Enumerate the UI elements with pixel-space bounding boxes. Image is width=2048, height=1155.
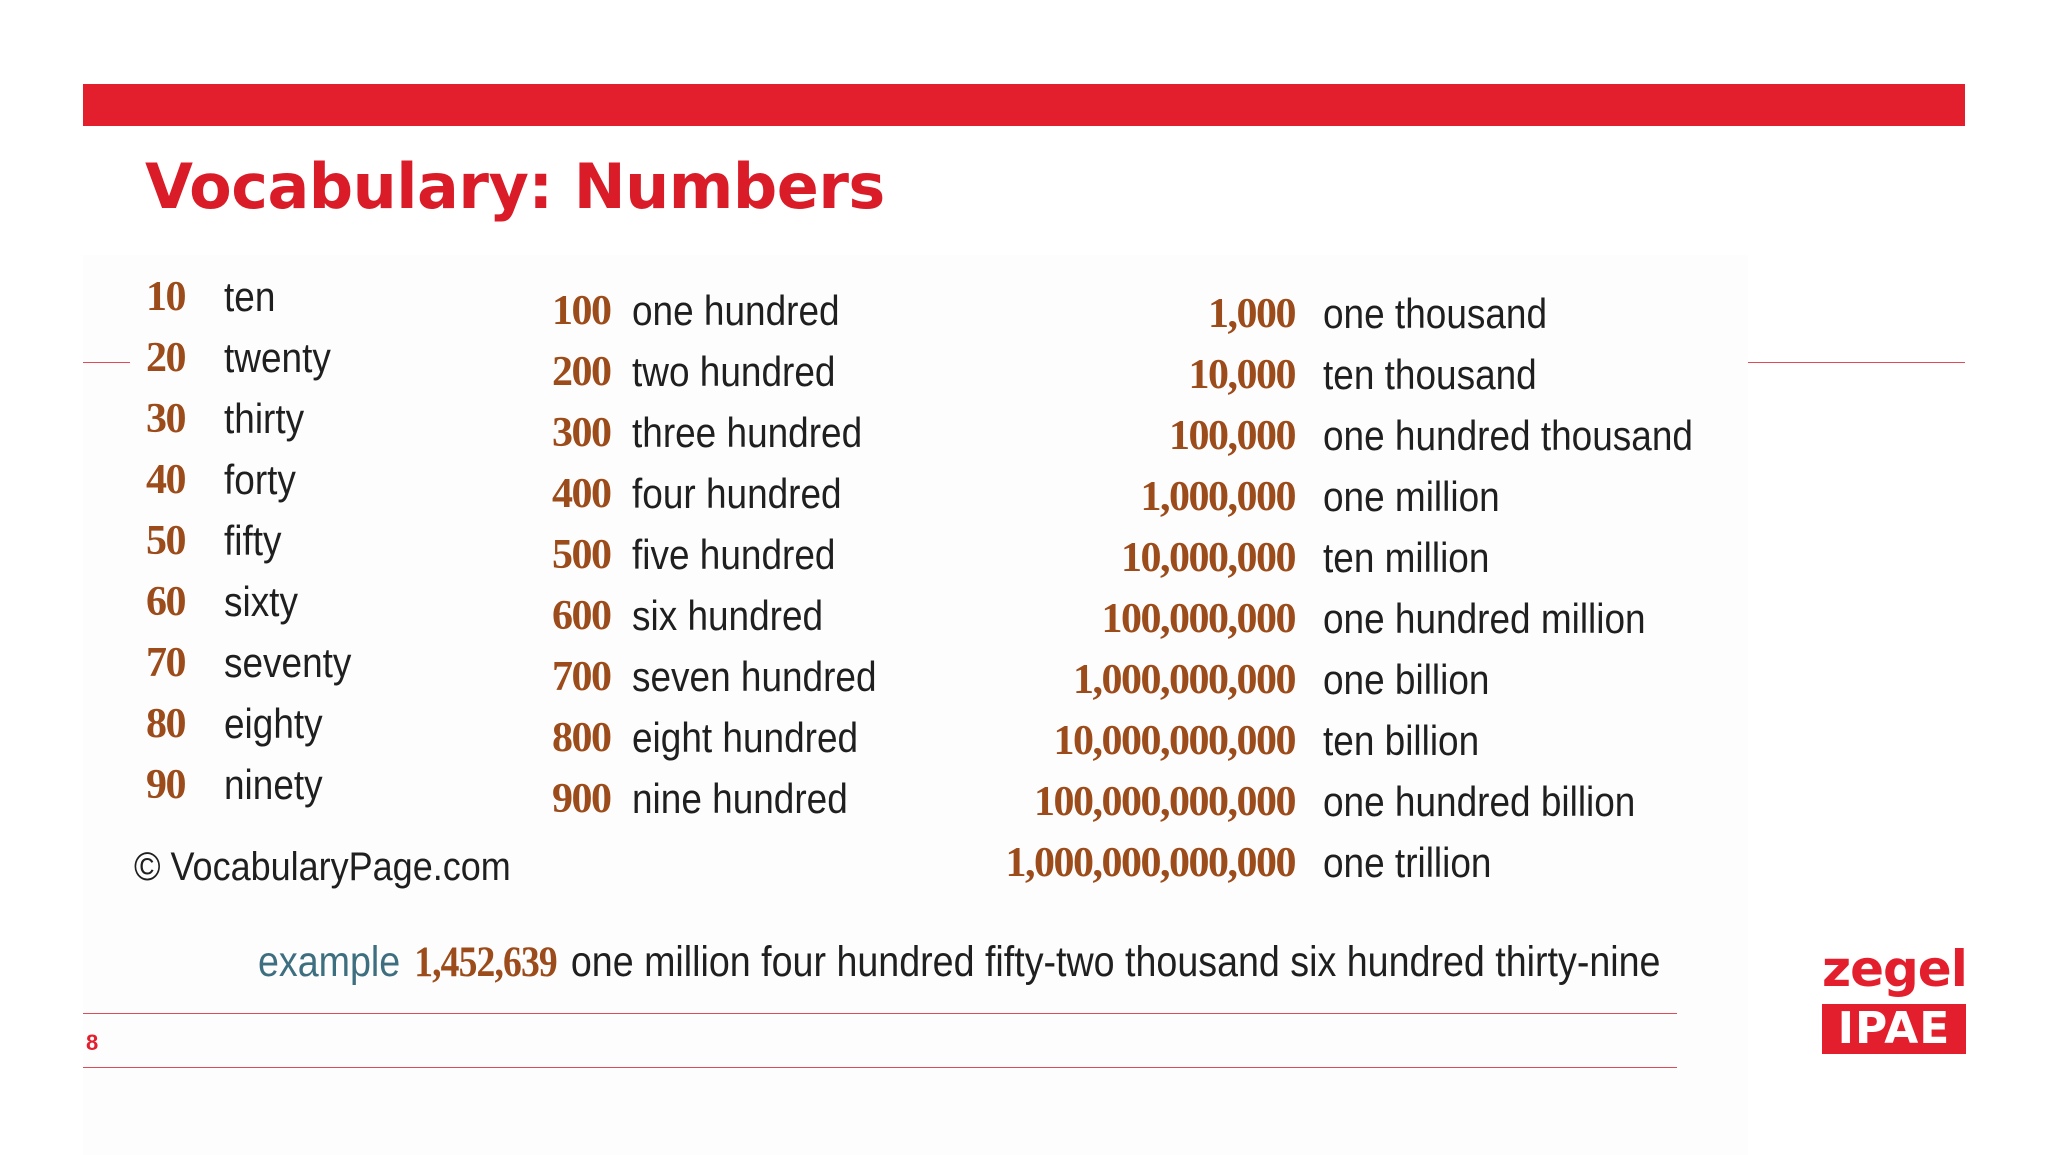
vocab-row bbox=[980, 527, 1743, 588]
vocab-word: fifty bbox=[224, 516, 282, 564]
vocab-word: eight hundred bbox=[632, 713, 859, 761]
vocab-row bbox=[552, 707, 910, 768]
vocab-number: 20 bbox=[146, 334, 185, 381]
vocab-word: five hundred bbox=[632, 530, 836, 578]
vocab-number: 400 bbox=[552, 470, 611, 517]
vocab-row bbox=[146, 388, 369, 449]
vocab-word: ten billion bbox=[1323, 716, 1480, 764]
vocab-number: 90 bbox=[146, 761, 185, 808]
vocab-number: 600 bbox=[552, 592, 611, 639]
page-number: 8 bbox=[86, 1030, 99, 1055]
vocab-row bbox=[980, 588, 1743, 649]
vocab-row bbox=[146, 327, 369, 388]
vocab-row bbox=[980, 344, 1743, 405]
vocab-row bbox=[146, 510, 369, 571]
vocab-row bbox=[146, 571, 369, 632]
example-label: example bbox=[258, 938, 401, 986]
vocab-row bbox=[552, 524, 910, 585]
vocab-word: ten bbox=[224, 272, 276, 320]
vocab-number: 50 bbox=[146, 517, 185, 564]
vocab-number: 700 bbox=[552, 653, 611, 700]
vocab-word: six hundred bbox=[632, 591, 824, 639]
example-text: one million four hundred fifty-two thousand six hundred thirty-nine bbox=[570, 938, 1661, 986]
vocab-number: 800 bbox=[552, 714, 611, 761]
vocab-word: one thousand bbox=[1323, 289, 1548, 337]
vocab-row bbox=[552, 341, 910, 402]
zegel-ipae-logo bbox=[1822, 940, 1967, 1054]
vocab-number: 100,000 bbox=[1169, 412, 1295, 459]
vocab-number: 300 bbox=[552, 409, 611, 456]
vocab-number: 100,000,000 bbox=[1101, 595, 1295, 642]
vocab-row bbox=[552, 280, 910, 341]
vocab-word: one hundred billion bbox=[1323, 777, 1636, 825]
vocab-row bbox=[980, 283, 1743, 344]
footer-line-bottom bbox=[83, 1067, 1677, 1068]
vocab-number: 100 bbox=[552, 287, 611, 334]
vocab-number: 30 bbox=[146, 395, 185, 442]
vocab-row bbox=[980, 466, 1743, 527]
vocab-row bbox=[146, 754, 369, 815]
logo-wordmark-top: zegel bbox=[1822, 940, 1967, 998]
vocab-number: 80 bbox=[146, 700, 185, 747]
vocab-row bbox=[552, 463, 910, 524]
vocab-row bbox=[980, 710, 1743, 771]
vocab-row bbox=[552, 768, 910, 829]
vocab-word: one hundred million bbox=[1323, 594, 1646, 642]
tens-column bbox=[146, 266, 369, 815]
vocab-row bbox=[980, 405, 1743, 466]
vocab-word: ten million bbox=[1323, 533, 1490, 581]
vocab-word: three hundred bbox=[632, 408, 863, 456]
header-accent-bar bbox=[83, 84, 1965, 126]
large-numbers-column bbox=[980, 283, 1743, 893]
vocab-word: sixty bbox=[224, 577, 298, 625]
copyright-notice: © VocabularyPage.com bbox=[134, 845, 511, 889]
vocab-number: 1,000,000 bbox=[1140, 473, 1295, 520]
vocab-number: 1,000,000,000,000 bbox=[1005, 839, 1295, 886]
vocab-row bbox=[552, 646, 910, 707]
vocab-number: 10,000,000 bbox=[1121, 534, 1295, 581]
vocab-row bbox=[146, 693, 369, 754]
vocab-row bbox=[146, 632, 369, 693]
vocab-word: thirty bbox=[224, 394, 305, 442]
footer-line-top bbox=[83, 1013, 1677, 1014]
vocab-word: one hundred thousand bbox=[1323, 411, 1693, 459]
logo-wordmark-bottom: IPAE bbox=[1822, 1004, 1966, 1054]
vocab-number: 10,000 bbox=[1188, 351, 1295, 398]
vocab-number: 10 bbox=[146, 273, 185, 320]
vocab-word: forty bbox=[224, 455, 296, 503]
vocab-number: 100,000,000,000 bbox=[1034, 778, 1295, 825]
vocab-row bbox=[146, 266, 369, 327]
slide-title: Vocabulary: Numbers bbox=[145, 150, 885, 223]
vocab-word: two hundred bbox=[632, 347, 836, 395]
vocab-word: nine hundred bbox=[632, 774, 848, 822]
vocab-word: four hundred bbox=[632, 469, 842, 517]
vocab-word: one trillion bbox=[1323, 838, 1492, 886]
vocab-word: seventy bbox=[224, 638, 352, 686]
vocab-word: ninety bbox=[224, 760, 323, 808]
vocab-row bbox=[146, 449, 369, 510]
vocab-number: 1,000 bbox=[1208, 290, 1295, 337]
example-number: 1,452,639 bbox=[414, 939, 557, 986]
vocab-word: eighty bbox=[224, 699, 323, 747]
divider-line-right bbox=[1748, 362, 1965, 363]
vocab-row bbox=[552, 585, 910, 646]
vocab-row bbox=[980, 771, 1743, 832]
vocab-number: 70 bbox=[146, 639, 185, 686]
vocab-row bbox=[980, 832, 1743, 893]
vocab-number: 60 bbox=[146, 578, 185, 625]
vocab-word: one million bbox=[1323, 472, 1500, 520]
vocab-word: one billion bbox=[1323, 655, 1490, 703]
vocab-row bbox=[980, 649, 1743, 710]
example-sentence bbox=[258, 938, 1660, 987]
vocab-word: ten thousand bbox=[1323, 350, 1537, 398]
vocab-word: one hundred bbox=[632, 286, 840, 334]
vocab-number: 1,000,000,000 bbox=[1073, 656, 1295, 703]
divider-line-left bbox=[83, 362, 130, 363]
vocab-number: 500 bbox=[552, 531, 611, 578]
vocab-number: 200 bbox=[552, 348, 611, 395]
vocab-number: 40 bbox=[146, 456, 185, 503]
vocab-number: 10,000,000,000 bbox=[1053, 717, 1295, 764]
hundreds-column bbox=[552, 280, 910, 829]
vocab-number: 900 bbox=[552, 775, 611, 822]
vocab-word: seven hundred bbox=[632, 652, 877, 700]
vocab-row bbox=[552, 402, 910, 463]
vocab-word: twenty bbox=[224, 333, 331, 381]
